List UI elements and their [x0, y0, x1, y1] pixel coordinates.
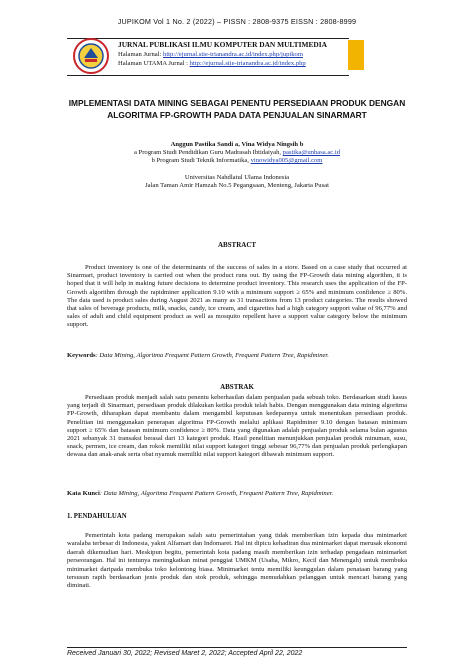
abstrak-text: Persediaan produk menjadi salah satu penentu keberhasilan dalam penjualan pada sebuah toko. Berdasarkan studi kasus yang terjadi di Sinarmart, persediaan produk dilakukan ketika produk telah habis. Dengan menggunakan data mining algoritma FP-Growth, diharapkan dapat membantu dalam mengambil keputusan kedepannya untuk menentukan persediaan produk. Penelitian ini menggunakan penerapan algoritma FP-Growth melalui aplikasi Rapidminer 9.10 dengan batasan minimum support ≥ 65% dan batasan minimum confidence ≥ 80%. Data yang digunakan adalah penjualan produk selama bulan agustus 2021 sebanyak 31 transaksi berasal dari 13 kategori produk. Hasil penelitian menunjukkan penjualan produk minuman, susu, snack, permen, ice cream, dan rokok memiliki nilai support kategori tinggi sebesar 96,77% dan penjualan produk perlengkapan dewasa dan anak-anak serta obat nyamuk memiliki nilai support kategori dibawah minimum support. — [67, 394, 407, 459]
paper-title-line-2: ALGORITMA FP-GROWTH PADA DATA PENJUALAN SINARMART — [107, 110, 367, 120]
paper-title-line-1: IMPLEMENTASI DATA MINING SEBAGAI PENENTU PERSEDIAAN PRODUK DENGAN — [68, 98, 406, 108]
affiliation-a — [0, 149, 474, 157]
author-block — [0, 141, 474, 190]
kata-kunci-label: Kata Kunci — [67, 490, 100, 497]
affiliation-a-text: a Program Studi Pendidikan Guru Madrasah Ibtidaiyah, — [133, 149, 283, 157]
kata-kunci-text: : Data Mining, Algoritma Frequent Pattern Growth, Frequent Pattern Tree, Rapidminer. — [99, 490, 334, 497]
keywords-label: Keywords — [67, 352, 96, 359]
university-name: Universitas Nahdlatul Ulama Indonesia — [184, 173, 290, 181]
university-address: Jalan Taman Amir Hamzah No.5 Pegangsaan, Menteng, Jakarta Pusat — [145, 181, 329, 189]
journal-title: JURNAL PUBLIKASI ILMU KOMPUTER DAN MULTIMEDIA — [118, 40, 327, 49]
keywords-line — [67, 352, 407, 360]
affiliation-b-text: b Program Studi Teknik Informatika, — [151, 157, 251, 165]
paper-title — [50, 97, 424, 121]
author-names: Anggun Pastika Sandi a, Vina Widya Ningsih b — [170, 141, 304, 148]
affiliation-b — [0, 157, 474, 165]
email-b-link[interactable]: vinowidya005@gmail.com — [250, 157, 323, 165]
university-logo-icon — [70, 36, 112, 76]
journal-reference: JUPIKOM Vol 1 No. 2 (2022) – PISSN : 2808-9375 EISSN : 2808-8999 — [117, 17, 357, 26]
main-page-label: Halaman UTAMA Jurnal : — [118, 60, 190, 67]
abstract-text: Product inventory is one of the determinants of the success of sales in a store. Based on a case study that occurred at Sinarmart, product inventory is carried out when the product runs out. By using the FP-Growth data mining algorithm, it is hoped that it will help in making future decisions to determine product inventory. This research uses the application of the FP-Growth algorithm through the rapidminer application 9.10 with a minimum support ≥ 65% and minimum confidence ≥ 80%. The data used is product sales during August 2021 as many as 31 transactions from 13 product categories. The results showed that sales of beverage products, milk, snacks, candy, ice cream, and cigarettes had a high category support value of 96,77% and sales of adult and child equipment product as well as mosquito repellent have a support value category below the minimum support. — [67, 264, 407, 329]
journal-page-label: Halaman Jurnal: — [118, 51, 164, 58]
main-page-line — [118, 60, 306, 67]
section-body-pendahuluan: Pemerintah kota padang merupakan salah satu pemerintahan yang tidak memberikan izin kepada dua minimarket waralaba terbesar di Indonesia, yakni Alfamart dan Indomaret. Hal ini dipicu kehadiran dua minimarket dapat merusak ekonomi daerah dikemudian hari. Meskipun begitu, pemerintah kota padang masih memberikan izin terhadap pengadaan minimarket perseorangan. Hal ini tentunya meningkatkan minat penggiat UMKM (Usaha, Mikro, Kecil dan Menengah) untuk membuka minimarket daripada membuka toko kelontong biasa. Minimarket tentu memiliki keunggulan dalam penataan barang yang tersusun rapih berdasarkan jenis produk dan stok produk, sehingga memudahkan pelanggan untuk mencari barang yang diminati. — [67, 532, 407, 590]
section-heading-pendahuluan: 1. PENDAHULUAN — [67, 513, 127, 520]
received-dates-footer: Received Januari 30, 2022; Revised Maret 2, 2022; Accepted April 22, 2022 — [67, 647, 407, 657]
abstract-heading: ABSTRACT — [217, 241, 257, 249]
journal-page-line — [118, 51, 303, 58]
journal-page-link[interactable]: http://ejurnal.stie-trianandra.ac.id/index.php/jupikom — [163, 51, 303, 58]
kata-kunci-line — [67, 490, 407, 498]
keywords-text: : Data Mining, Algoritma Frequent Pattern Growth, Frequent Pattern Tree, Rapidminer. — [95, 352, 329, 359]
email-a-link[interactable]: pastika@unhasa.ac.id — [282, 149, 341, 157]
main-page-link[interactable]: http://ejurnal.stie-trianandra.ac.id/index.php — [189, 60, 306, 67]
abstrak-heading: ABSTRAK — [220, 383, 254, 391]
journal-cover-icon — [348, 40, 364, 70]
